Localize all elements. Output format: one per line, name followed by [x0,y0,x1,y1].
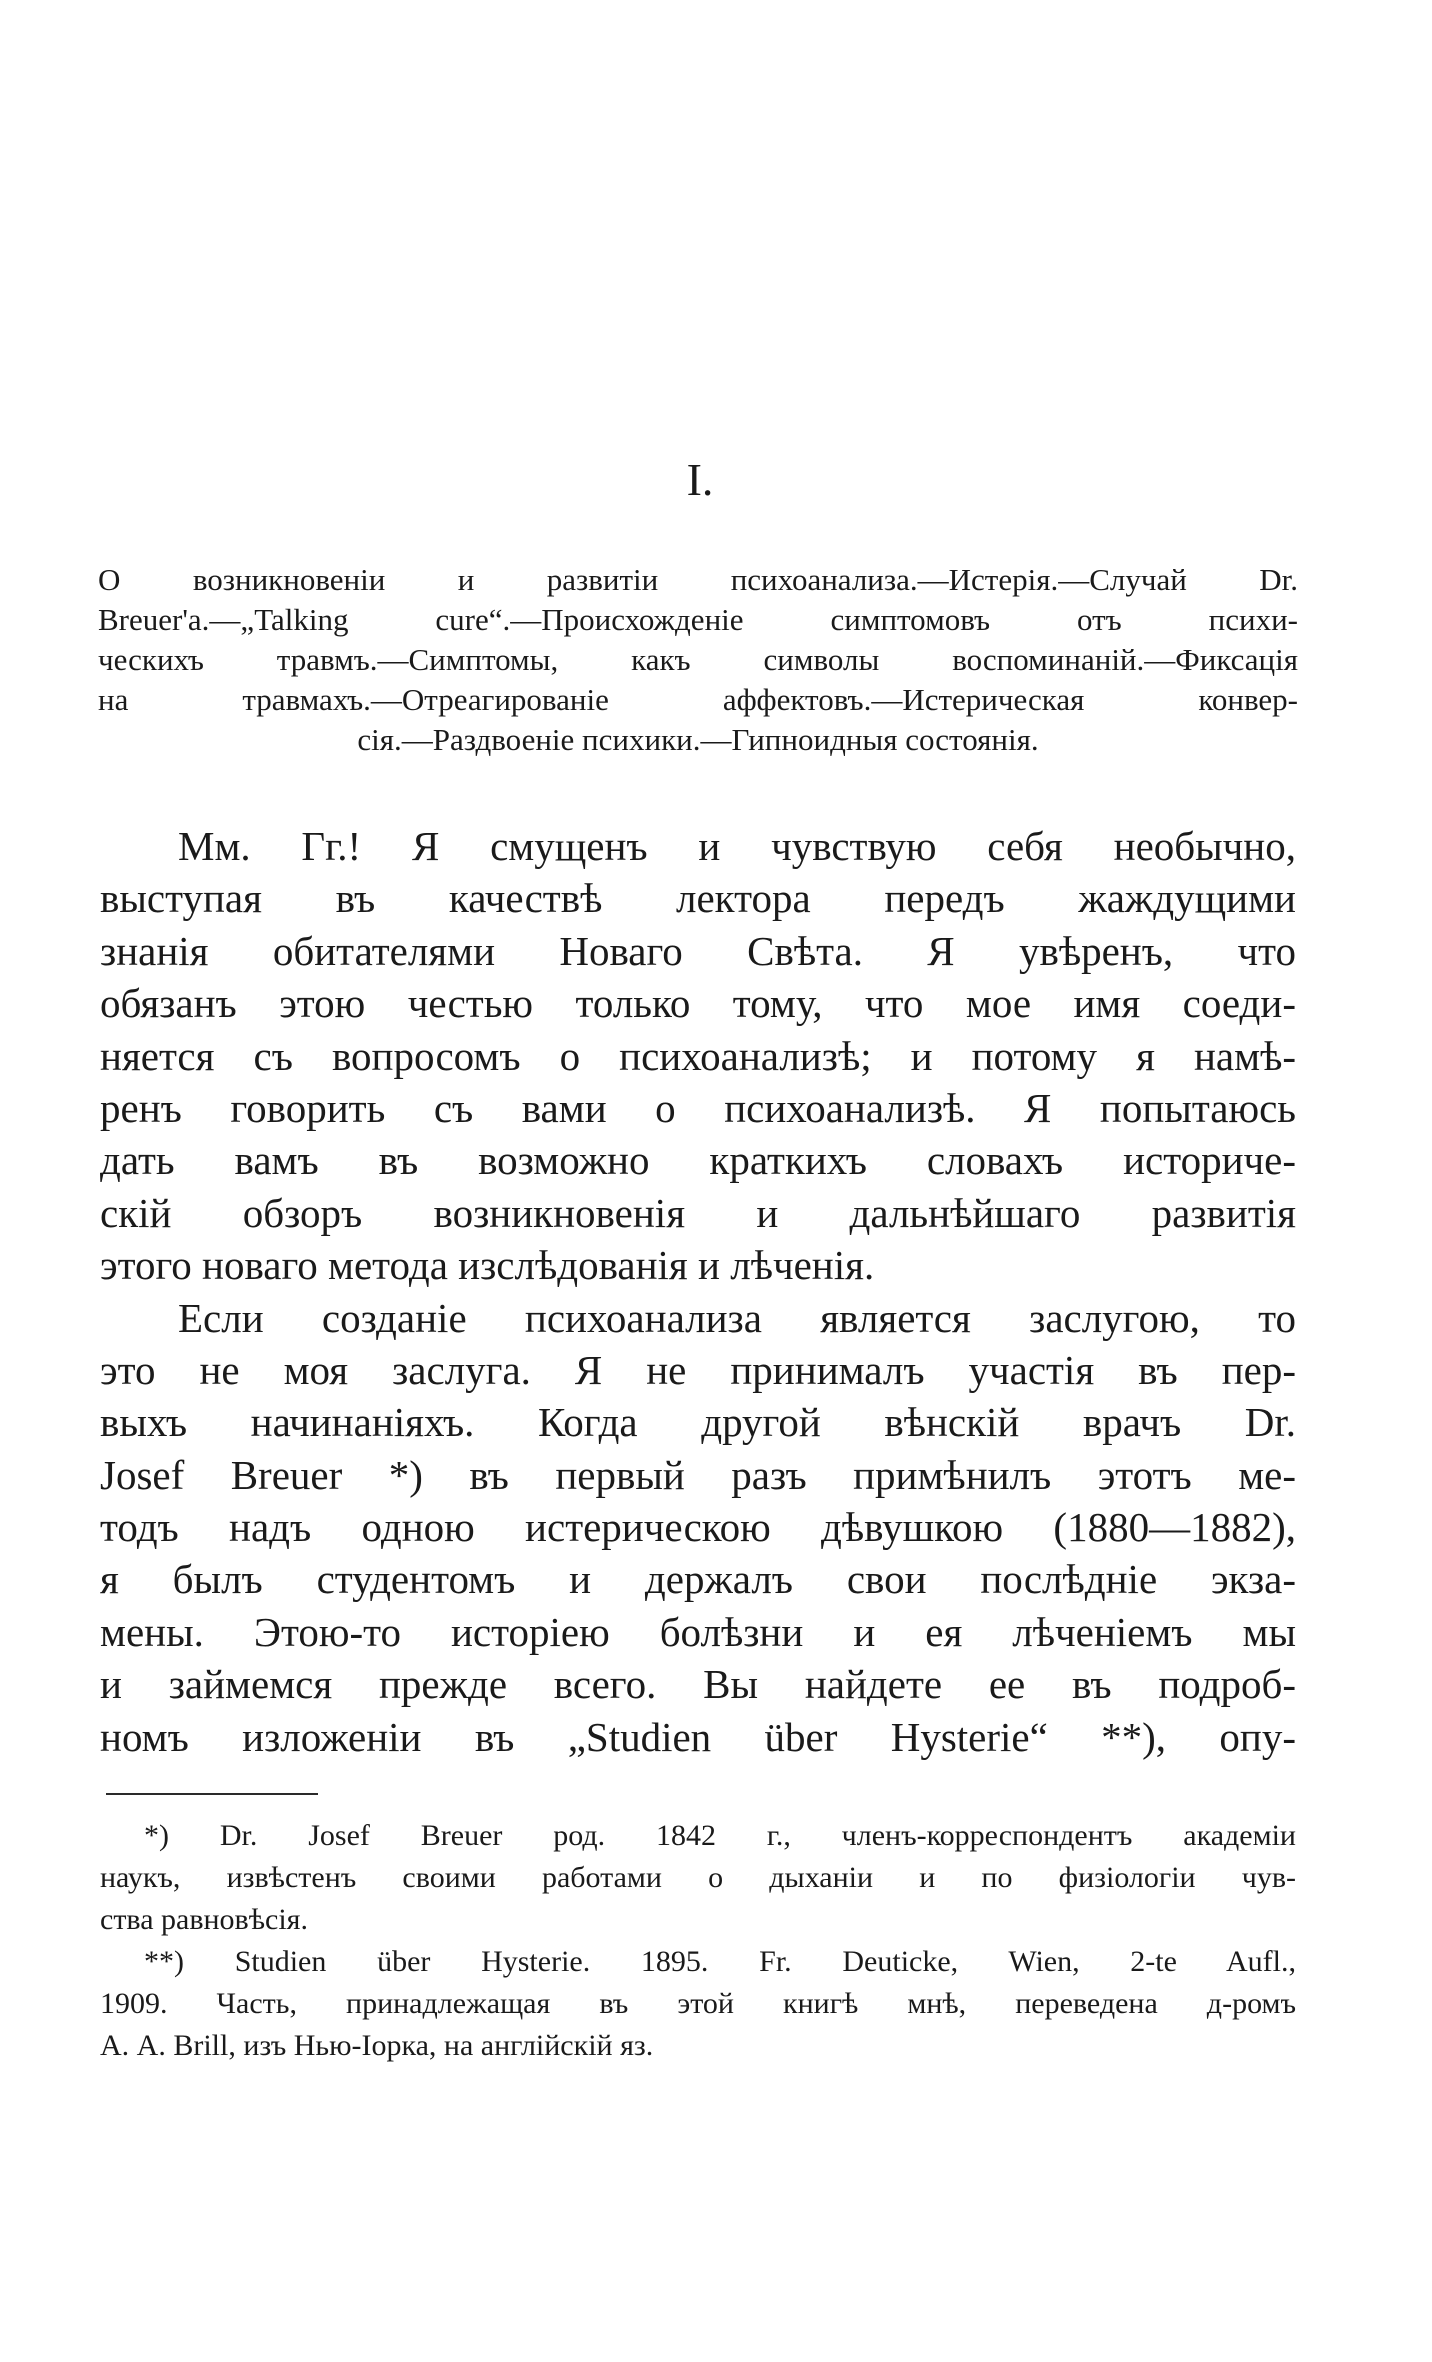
summary-line: ческихъ травмъ.—Симптомы, какъ символы воспоминаній.—Фиксація [98,642,1298,677]
text-line: дать вамъ въ возможно краткихъ словахъ историче- [100,1137,1296,1184]
text-line: обязанъ этою честью только тому, что мое имя соеди- [100,980,1296,1027]
text-line: знанія обитателями Новаго Свѣта. Я увѣренъ, что [100,927,1296,974]
footnotes [100,1815,1296,2067]
chapter-number: I. [686,454,714,505]
text-line: это не моя заслуга. Я не принималъ участія въ пер- [100,1346,1296,1393]
text-line: номъ изложеніи въ „Studien über Hysterie“ **), опу- [100,1713,1296,1760]
chapter-summary [98,560,1298,760]
text-line: скій обзоръ возникновенія и дальнѣйшаго развитія [100,1189,1296,1236]
footnote-line: 1909. Часть, принадлежащая въ этой книгѣ мнѣ, переведена д-ромъ [100,1987,1296,2020]
text-line: Josef Breuer *) въ первый разъ примѣнилъ этотъ ме- [100,1451,1296,1498]
text-line: выхъ начинаніяхъ. Когда другой вѣнскій врачъ Dr. [100,1399,1296,1446]
text-line: Мм. Гг.! Я смущенъ и чувствую себя необычно, [178,823,1296,869]
footnote-line: наукъ, извѣстенъ своими работами о дыханіи и по физіологіи чув- [100,1861,1296,1894]
text-line: этого новаго метода изслѣдованія и лѣченія. [100,1242,875,1289]
text-line: няется съ вопросомъ о психоанализѣ; и потому я намѣ- [100,1032,1296,1079]
summary-line: О возникновеніи и развитіи психоанализа.—Истерія.—Случай Dr. [98,562,1298,597]
footnote-line: **) Studien über Hysterie. 1895. Fr. Deuticke, Wien, 2-te Aufl., [144,1945,1296,1978]
text-line: я былъ студентомъ и держалъ свои послѣдніе экза- [100,1556,1296,1603]
footnote-divider [106,1793,318,1795]
text-line: мены. Этою-то исторіею болѣзни и ея лѣченіемъ мы [100,1608,1296,1655]
text-line: и займемся прежде всего. Вы найдете ее въ подроб- [100,1661,1296,1708]
summary-line: Breuer'a.—„Talking cure“.—Происхожденіе симптомовъ отъ психи- [98,602,1298,637]
summary-line: на травмахъ.—Отреагированіе аффектовъ.—Истерическая конвер- [98,682,1298,717]
text-line: тодъ надъ одною истерическою дѣвушкою (1880—1882), [100,1504,1296,1551]
footnote-line: *) Dr. Josef Breuer род. 1842 г., членъ-корреспондентъ академіи [144,1819,1296,1852]
footnote-line: ства равновѣсія. [100,1903,308,1936]
main-text [100,820,1296,1763]
footnote-line: А. А. Brill, изъ Нью-Іорка, на англійскій яз. [100,2029,654,2062]
text-line: выступая въ качествѣ лектора передъ жаждущими [100,875,1296,922]
text-line: Если созданіе психоанализа является заслугою, то [178,1294,1296,1341]
summary-line: сія.—Раздвоеніе психики.—Гипноидныя состоянія. [357,722,1039,757]
text-line: ренъ говорить съ вами о психоанализѣ. Я попытаюсь [100,1084,1296,1131]
